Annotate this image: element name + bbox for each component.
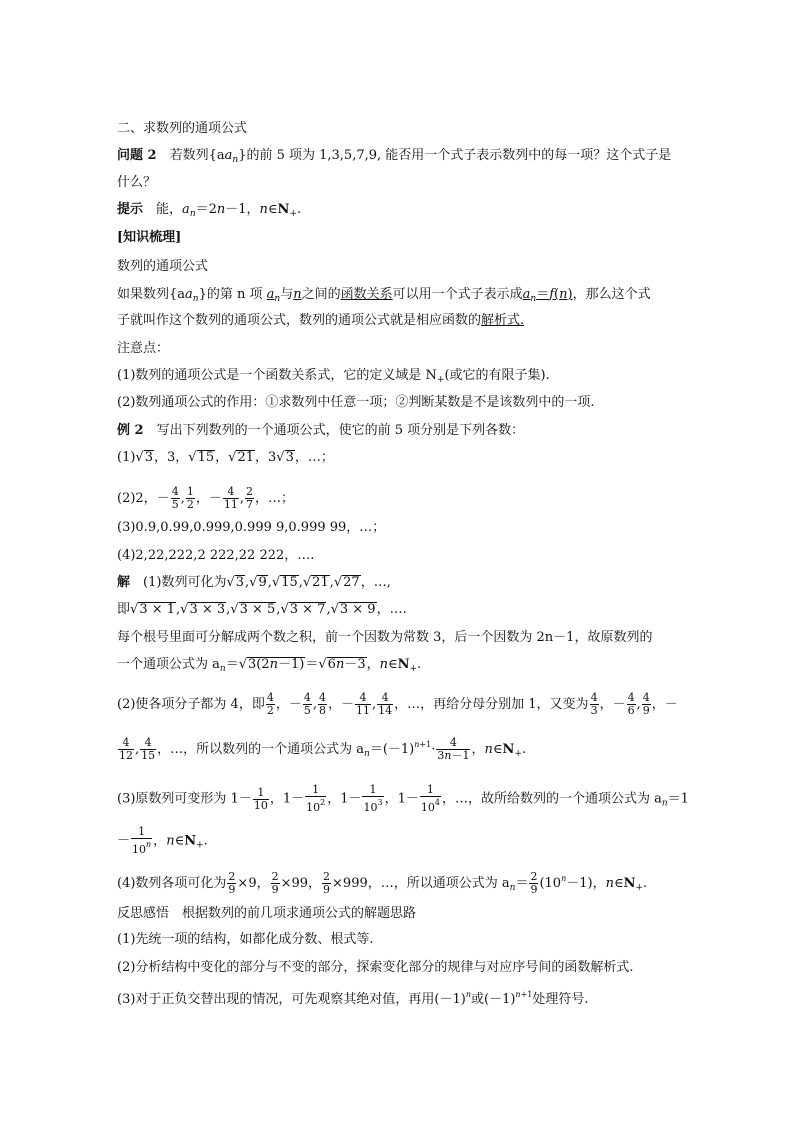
definition-line1: 如果数列$\{aa_n\}$的第 n 项 $a_n$与n之间的函数关系可以用一个式子表示成$a_n=f(n)$，那么这个式 xyxy=(117,287,651,304)
question-2-line2: 什么？ xyxy=(117,175,157,190)
hint-label: 提示 xyxy=(117,202,144,217)
example-item-3: (3)0.9,0.99,0.999,0.999 9,0.999 99，…； xyxy=(117,520,386,535)
reflection-1: (1)先统一项的结构，如都化成分数、根式等. xyxy=(117,932,374,947)
reflection-3: (3)对于正负交替出现的情况，可先观察其绝对值，再用$(-1)^n$或$(-1)^{n+1}$处理符号. xyxy=(117,990,589,1007)
hint-line: 提示 能，$a_n=2n-1$，$n\in N_+$. xyxy=(117,202,302,219)
solution-2-line2: $\frac{4}{12}$ , $\frac{4}{15}$ ，…，所以数列的一个通项公式为 $a_n=(-1)^{n+1}\cdot$ $\frac{4}{3n-1}$ ，$n\in N_+$. xyxy=(119,736,527,762)
section-heading: 二、求数列的通项公式 xyxy=(117,121,248,136)
notes-label: 注意点： xyxy=(117,341,170,356)
question-label: 问题 2 xyxy=(117,148,157,163)
example-item-2: (2)2，－ $\frac{4}{5}$ , $\frac{1}{2}$ ，－ $\frac{4}{11}$ , $\frac{2}{7}$ ，…； xyxy=(117,485,295,511)
solution-4-line: (4)数列各项可化为 $\frac{2}{9}$ ×9， $\frac{2}{9}$ ×99， $\frac{2}{9}$ ×999，…，所以通项公式为 $a_n=$ $\frac{2}{9}$ $(10^n-1)$，$n\in N_+$. xyxy=(117,870,648,896)
solution-1-line4: 一个通项公式为 $a_n=√3(2n-1)=√6n-3$，$n\in N_+$. xyxy=(117,657,422,674)
solution-3-line1: (3)原数列可变形为 1－ $\frac{1}{10}$ ，1－ $\frac{1}{10^2}$ ，1－ $\frac{1}{10^3}$ ，1－ $\frac{1}{10^4}$ ，…，故所给数列的一个通项公式为 $a_n=1$ xyxy=(117,783,689,814)
solution-3-line2: － $\frac{1}{10^n}$ ，$n\in N_+$. xyxy=(117,825,208,856)
example-2-heading: 例 2 写出下列数列的一个通项公式，使它的前 5 项分别是下列各数： xyxy=(117,423,525,438)
reflection-title: 反思感悟 根据数列的前几项求通项公式的解题思路 xyxy=(117,906,417,921)
example-item-1: (1)√3，3，√15，√21，3√3，…； xyxy=(117,450,334,465)
reflection-2: (2)分析结构中变化的部分与不变的部分，探索变化部分的规律与对应序号间的函数解析式. xyxy=(117,960,634,975)
definition-line2: 子就叫作这个数列的通项公式，数列的通项公式就是相应函数的解析式. xyxy=(117,313,525,328)
knowledge-tag: [知识梳理] xyxy=(117,230,182,245)
question-2-line1: 问题 2 若数列$\{aa_n\}$的前 5 项为 1,3,5,7,9, 能否用一个式子表示数列中的每一项？这个式子是 xyxy=(117,148,672,165)
solution-2-line1: (2)使各项分子都为 4，即 $\frac{4}{2}$ ，－ $\frac{4}{5}$ , $\frac{4}{8}$ ，－ $\frac{4}{11}$ , $\frac{4}{14}$ ，…，再给分母分别加 1，又变为 $\frac{4}{3}$ ，－ $\frac{4}{6}$ , $\frac{4}{9}$ ，－ xyxy=(117,691,678,717)
solution-1-line2: 即√3 × 1,√3 × 3,√3 × 5,√3 × 7,√3 × 9，…. xyxy=(117,602,407,617)
knowledge-title: 数列的通项公式 xyxy=(117,259,209,274)
solution-1-line3: 每个根号里面可分解成两个数之积，前一个因数为常数 3，后一个因数为 2n－1，故原数列的 xyxy=(117,630,653,645)
solution-1-line1: 解 (1)数列可化为√3,√9,√15,√21,√27，…, xyxy=(117,575,391,590)
note-2: (2)数列通项公式的作用：①求数列中任意一项；②判断某数是不是该数列中的一项. xyxy=(117,395,595,410)
example-item-4: (4)2,22,222,2 222,22 222，…. xyxy=(117,548,315,563)
note-1: (1)数列的通项公式是一个函数关系式，它的定义域是 $N_+$(或它的有限子集). xyxy=(117,368,550,385)
